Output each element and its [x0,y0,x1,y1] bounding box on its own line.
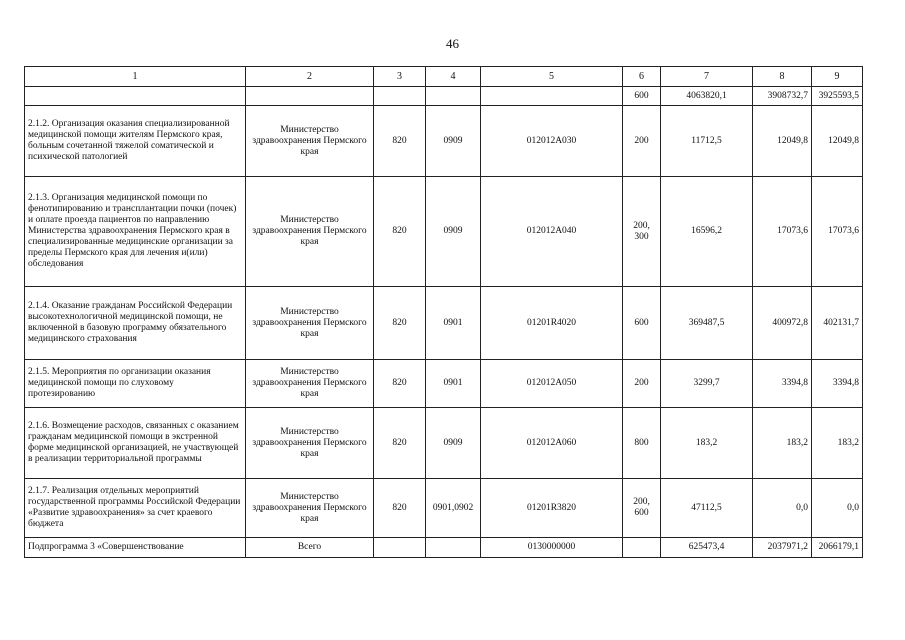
cell-amount-9: 12049,8 [812,106,863,177]
header-cell-1: 1 [25,67,246,87]
cell-code-6: 800 [623,408,661,479]
cell-administrator [246,87,374,106]
cell-code-6: 600 [623,87,661,106]
cell-code-5: 01201R4020 [481,287,623,360]
cell-administrator: Министерство здравоохранения Пермского края [246,408,374,479]
budget-table [24,66,863,558]
cell-amount-7: 625473,4 [661,538,753,558]
continuation-row [25,87,863,106]
cell-code-4: 0909 [426,408,481,479]
cell-amount-8: 12049,8 [753,106,812,177]
cell-name: 2.1.5. Мероприятия по организации оказания медицинской помощи по слуховому протезированию [25,360,246,408]
cell-code-6 [623,538,661,558]
cell-code-3 [374,538,426,558]
cell-amount-7: 47112,5 [661,479,753,538]
cell-amount-7: 369487,5 [661,287,753,360]
table-row [25,177,863,287]
cell-amount-9: 2066179,1 [812,538,863,558]
cell-code-3: 820 [374,106,426,177]
table-row [25,287,863,360]
cell-amount-9: 17073,6 [812,177,863,287]
cell-amount-8: 0,0 [753,479,812,538]
header-row [25,67,863,87]
cell-code-5: 012012А030 [481,106,623,177]
cell-administrator: Министерство здравоохранения Пермского края [246,106,374,177]
cell-amount-9: 402131,7 [812,287,863,360]
cell-administrator: Всего [246,538,374,558]
cell-code-6: 200 [623,106,661,177]
cell-amount-7: 183,2 [661,408,753,479]
cell-name: Подпрограмма 3 «Совершенствование [25,538,246,558]
cell-amount-7: 4063820,1 [661,87,753,106]
cell-amount-8: 17073,6 [753,177,812,287]
header-cell-3: 3 [374,67,426,87]
header-cell-5: 5 [481,67,623,87]
cell-code-4: 0909 [426,177,481,287]
cell-amount-8: 183,2 [753,408,812,479]
cell-code-4 [426,538,481,558]
cell-name: 2.1.7. Реализация отдельных мероприятий государственной программы Российской Федерации «Развитие здравоохранения» за счет краевого бюджета [25,479,246,538]
table-row [25,360,863,408]
cell-amount-7: 16596,2 [661,177,753,287]
total-row [25,538,863,558]
cell-name [25,87,246,106]
cell-code-5: 012012А040 [481,177,623,287]
header-cell-4: 4 [426,67,481,87]
cell-amount-8: 400972,8 [753,287,812,360]
cell-amount-8: 2037971,2 [753,538,812,558]
cell-code-4: 0901 [426,287,481,360]
cell-amount-9: 3394,8 [812,360,863,408]
cell-code-4: 0909 [426,106,481,177]
cell-name: 2.1.3. Организация медицинской помощи по фенотипированию и трансплантации почки (почек) и оплате проезда пациентов по направлению Министерства здравоохранения Пермского края в специализированные медицинские организации за пределы Пермского края для лечения и(или) обследования [25,177,246,287]
cell-code-4: 0901,0902 [426,479,481,538]
cell-code-3 [374,87,426,106]
cell-name: 2.1.6. Возмещение расходов, связанных с оказанием гражданам медицинской помощи в экстренной форме медицинской организацией, не участвующей в реализации территориальной программы [25,408,246,479]
cell-code-3: 820 [374,479,426,538]
cell-code-5: 01201R3820 [481,479,623,538]
cell-amount-9: 3925593,5 [812,87,863,106]
header-cell-9: 9 [812,67,863,87]
cell-name: 2.1.2. Организация оказания специализированной медицинской помощи жителям Пермского края, больным сочетанной тяжелой соматической и психической патологией [25,106,246,177]
table-row [25,106,863,177]
table-row [25,408,863,479]
cell-code-3: 820 [374,177,426,287]
cell-administrator: Министерство здравоохранения Пермского края [246,360,374,408]
cell-administrator: Министерство здравоохранения Пермского края [246,479,374,538]
cell-name: 2.1.4. Оказание гражданам Российской Федерации высокотехнологичной медицинской помощи, не включенной в базовую программу обязательного медицинского страхования [25,287,246,360]
cell-amount-9: 183,2 [812,408,863,479]
cell-code-6: 600 [623,287,661,360]
cell-administrator: Министерство здравоохранения Пермского края [246,177,374,287]
cell-code-5: 012012А060 [481,408,623,479]
cell-amount-7: 11712,5 [661,106,753,177]
cell-amount-8: 3908732,7 [753,87,812,106]
cell-amount-9: 0,0 [812,479,863,538]
cell-code-6: 200, 600 [623,479,661,538]
cell-code-4: 0901 [426,360,481,408]
cell-code-5: 012012А050 [481,360,623,408]
header-cell-8: 8 [753,67,812,87]
cell-code-3: 820 [374,287,426,360]
cell-amount-8: 3394,8 [753,360,812,408]
cell-code-6: 200 [623,360,661,408]
cell-amount-7: 3299,7 [661,360,753,408]
cell-administrator: Министерство здравоохранения Пермского края [246,287,374,360]
header-cell-2: 2 [246,67,374,87]
cell-code-4 [426,87,481,106]
cell-code-5: 0130000000 [481,538,623,558]
cell-code-5 [481,87,623,106]
cell-code-3: 820 [374,360,426,408]
page-number: 46 [446,36,459,51]
cell-code-3: 820 [374,408,426,479]
table-row [25,479,863,538]
header-cell-7: 7 [661,67,753,87]
cell-code-6: 200, 300 [623,177,661,287]
header-cell-6: 6 [623,67,661,87]
